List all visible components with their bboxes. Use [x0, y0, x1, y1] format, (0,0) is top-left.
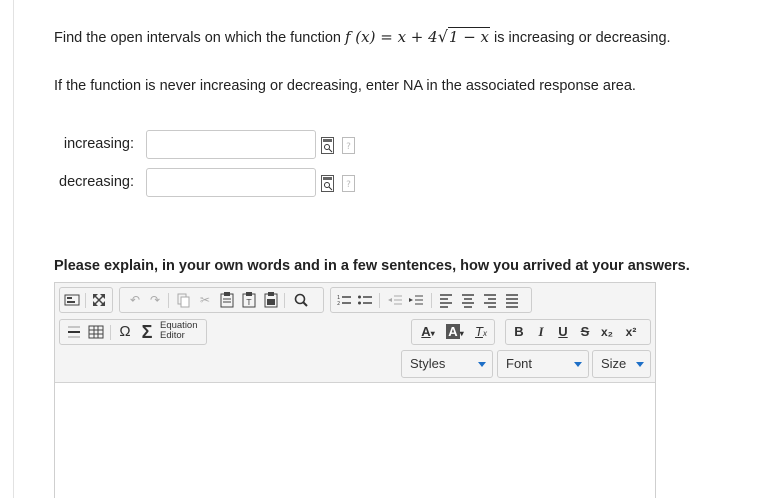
styles-dropdown[interactable]	[401, 350, 493, 378]
strikethrough-button[interactable]: S	[580, 324, 590, 339]
outdent-icon[interactable]	[386, 291, 404, 309]
question-suffix: is increasing or decreasing.	[490, 30, 671, 46]
question-prefix: Find the open intervals on which the function	[54, 30, 345, 46]
equation-label-line1: Equation	[160, 320, 198, 331]
subscript-button[interactable]: x₂	[600, 325, 613, 339]
decreasing-input[interactable]	[146, 168, 316, 197]
svg-text:?: ?	[346, 180, 351, 190]
maximize-icon[interactable]	[90, 291, 108, 309]
function-expression	[345, 28, 490, 46]
background-color-icon[interactable]: A ▾	[448, 324, 464, 339]
decreasing-label: decreasing:	[59, 174, 134, 190]
find-icon[interactable]	[292, 291, 310, 309]
paste-icon[interactable]	[218, 291, 236, 309]
underline-button[interactable]: U	[558, 324, 568, 339]
bold-button[interactable]: B	[514, 324, 524, 339]
help-icon[interactable]	[342, 175, 355, 192]
undo-icon[interactable]: ↶	[129, 293, 141, 307]
rich-text-editor	[54, 282, 656, 498]
align-right-icon[interactable]	[481, 291, 499, 309]
increasing-input[interactable]	[146, 130, 316, 159]
chevron-down-icon	[574, 362, 582, 367]
editor-toolbar	[55, 283, 655, 383]
copy-icon[interactable]	[174, 291, 192, 309]
help-icon[interactable]	[342, 137, 355, 154]
size-label: Size	[601, 356, 627, 371]
sigma-icon[interactable]: Σ	[141, 322, 153, 342]
toolbar-group-colors	[411, 319, 495, 345]
svg-text:?: ?	[346, 142, 351, 152]
superscript-button[interactable]: x²	[625, 325, 637, 339]
styles-label: Styles	[410, 356, 446, 371]
equation-editor-button[interactable]	[160, 321, 198, 341]
question-text	[54, 27, 671, 46]
font-dropdown[interactable]	[497, 350, 589, 378]
square-root: √1 − x	[437, 27, 489, 46]
italic-button[interactable]: I	[538, 324, 544, 339]
radicand: 1 − x	[448, 28, 489, 46]
paste-text-icon[interactable]	[240, 291, 258, 309]
align-justify-icon[interactable]	[503, 291, 521, 309]
paste-word-icon[interactable]	[262, 291, 280, 309]
redo-icon[interactable]: ↷	[149, 293, 161, 307]
font-label: Font	[506, 356, 533, 371]
function-lhs: f (x) = x + 4	[344, 28, 438, 46]
toolbar-group-basicstyles	[505, 319, 651, 345]
cut-icon[interactable]: ✂	[199, 293, 211, 307]
omega-icon[interactable]: Ω	[119, 323, 131, 340]
remove-format-icon[interactable]: Tx	[475, 324, 487, 339]
increasing-label: increasing:	[63, 136, 134, 152]
preview-icon[interactable]	[321, 137, 334, 154]
svg-text:2: 2	[337, 301, 341, 307]
source-icon[interactable]	[63, 291, 81, 309]
explain-prompt: Please explain, in your own words and in a few sentences, how you arrived at your answers.	[54, 258, 690, 274]
align-center-icon[interactable]	[459, 291, 477, 309]
bulleted-list-icon[interactable]	[356, 291, 374, 309]
toolbar-group-paragraph	[330, 287, 532, 313]
left-divider	[13, 0, 14, 498]
align-left-icon[interactable]	[437, 291, 455, 309]
table-icon[interactable]	[87, 323, 105, 341]
svg-text:1: 1	[337, 295, 341, 301]
toolbar-group-document	[59, 287, 113, 313]
equation-label-line2: Editor	[160, 330, 185, 341]
text-color-icon[interactable]: A▾	[421, 324, 435, 339]
numbered-list-icon[interactable]	[335, 291, 353, 309]
preview-icon[interactable]	[321, 175, 334, 192]
svg-text:T: T	[246, 298, 252, 307]
explanation-textarea[interactable]	[55, 383, 655, 498]
chevron-down-icon	[478, 362, 486, 367]
instruction-text: If the function is never increasing or decreasing, enter NA in the associated response area.	[54, 78, 636, 94]
toolbar-group-clipboard	[119, 287, 324, 313]
horizontal-line-icon[interactable]	[65, 323, 83, 341]
size-dropdown[interactable]	[592, 350, 651, 378]
toolbar-group-insert	[59, 319, 207, 345]
chevron-down-icon	[636, 362, 644, 367]
indent-icon[interactable]	[407, 291, 425, 309]
